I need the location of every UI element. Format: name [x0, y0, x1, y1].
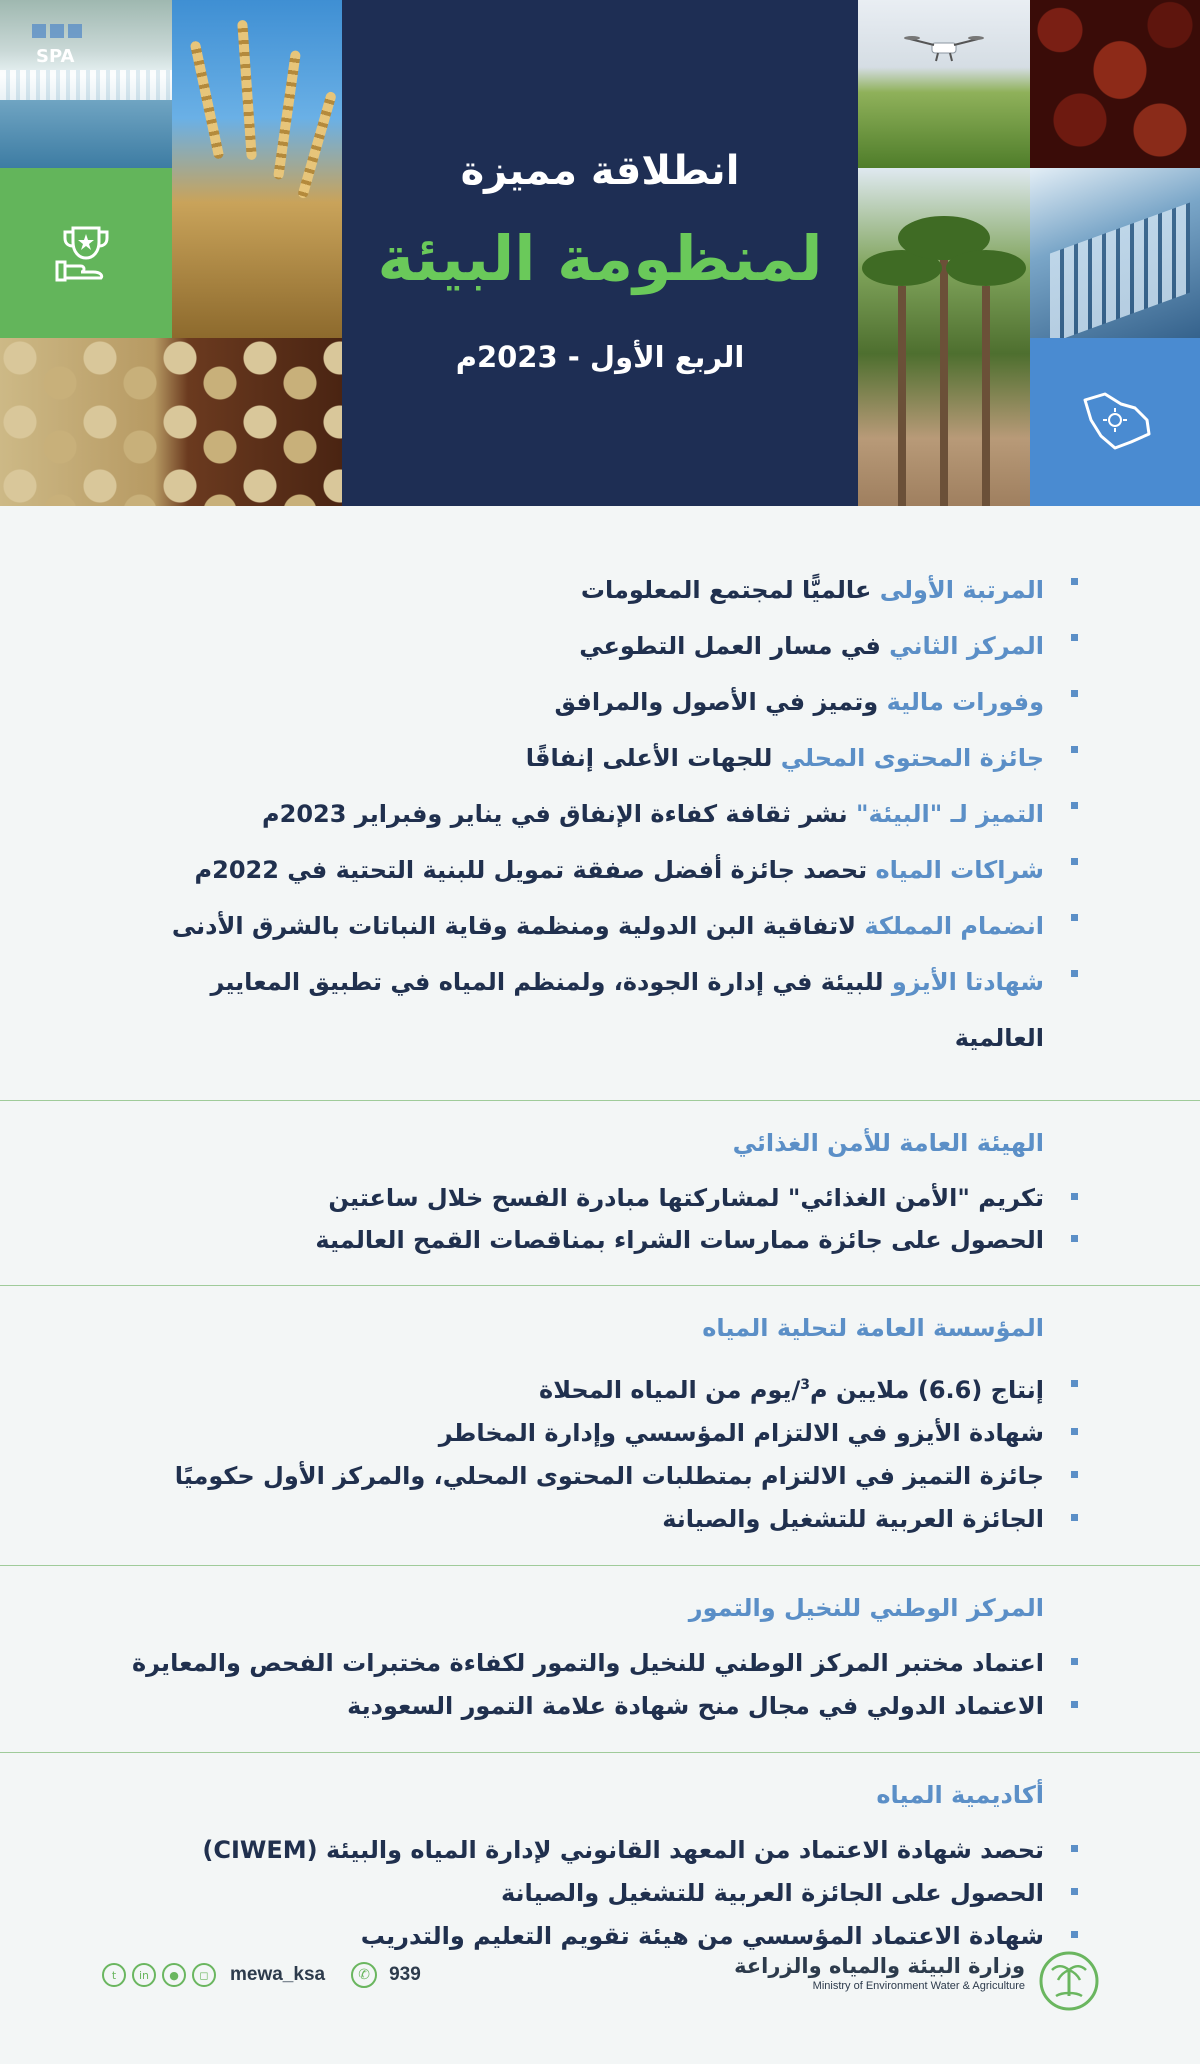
- linkedin-icon[interactable]: in: [132, 1963, 156, 1987]
- list-item: الجائزة العربية للتشغيل والصيانة: [120, 1498, 1044, 1541]
- social-handle[interactable]: mewa_ksa: [230, 1964, 326, 1985]
- contacts: [102, 1962, 421, 1988]
- spa-logo: [28, 20, 98, 70]
- svg-text:SPA: SPA: [36, 46, 75, 67]
- twitter-icon[interactable]: t: [102, 1963, 126, 1987]
- palm-grove-photo: [858, 168, 1030, 506]
- list-item: جائزة المحتوى المحلي للجهات الأعلى إنفاقًا: [120, 730, 1044, 786]
- keyboard-photo: [1030, 168, 1200, 338]
- footer: [0, 1940, 1200, 2020]
- header-subtitle: لمنظومة البيئة: [377, 222, 823, 295]
- list-item: الحصول على جائزة ممارسات الشراء بمناقصات القمح العالمية: [120, 1219, 1044, 1261]
- list-item: انضمام المملكة لاتفاقية البن الدولية ومنظمة وقاية النباتات بالشرق الأدنى: [120, 898, 1044, 954]
- list-item: المرتبة الأولى عالميًّا لمجتمع المعلومات: [120, 562, 1044, 618]
- saudi-map-icon: [1075, 390, 1155, 454]
- ministry-emblem-icon: [1038, 1950, 1100, 2012]
- drone-field-photo: [858, 0, 1030, 168]
- list-item: الاعتماد الدولي في مجال منح شهادة علامة التمور السعودية: [120, 1685, 1044, 1728]
- ksa-map-tile: [1030, 338, 1200, 506]
- list-item: شهادة الأيزو في الالتزام المؤسسي وإدارة المخاطر: [120, 1412, 1044, 1455]
- desalination-section: [0, 1286, 1200, 1565]
- content: [0, 506, 1200, 1982]
- coffee-beans-photo: [0, 338, 342, 506]
- ministry-achievements-section: [0, 506, 1200, 1100]
- list-item: وفورات مالية وتميز في الأصول والمرافق: [120, 674, 1044, 730]
- wheat-photo: [172, 0, 342, 338]
- phone-number[interactable]: 939: [389, 1964, 421, 1985]
- list-item: إنتاج (6.6) ملايين م$^3$/يوم من المياه المحلاة: [120, 1364, 1044, 1412]
- list-item: المركز الثاني في مسار العمل التطوعي: [120, 618, 1044, 674]
- section-heading: المركز الوطني للنخيل والتمور: [688, 1594, 1044, 1622]
- list-item: اعتماد مختبر المركز الوطني للنخيل والتمور لكفاءة مختبرات الفحص والمعايرة: [120, 1642, 1044, 1685]
- trophy-tile: [0, 168, 172, 338]
- section-heading: المؤسسة العامة لتحلية المياه: [702, 1314, 1044, 1342]
- phone-icon: ✆: [351, 1962, 377, 1988]
- list-item: التميز لـ "البيئة" نشر ثقافة كفاءة الإنفاق في يناير وفبراير 2023م: [120, 786, 1044, 842]
- header-collage: [0, 0, 1200, 506]
- trophy-hand-icon: [51, 218, 121, 288]
- list-item: شهادة الاعتماد المؤسسي من هيئة تقويم التعليم والتدريب: [120, 1915, 1044, 1958]
- water-dam-photo: [0, 0, 172, 168]
- list-item: شراكات المياه تحصد جائزة أفضل صفقة تمويل للبنية التحتية في 2022م: [120, 842, 1044, 898]
- ministry-name-ar: وزارة البيئة والمياه والزراعة: [734, 1954, 1025, 1978]
- list-item: تكريم "الأمن الغذائي" لمشاركتها مبادرة الفسح خلال ساعتين: [120, 1177, 1044, 1219]
- section-heading: الهيئة العامة للأمن الغذائي: [732, 1129, 1044, 1157]
- list-item: الحصول على الجائزة العربية للتشغيل والصيانة: [120, 1872, 1044, 1915]
- food-security-section: [0, 1101, 1200, 1285]
- section-heading: أكاديمية المياه: [876, 1781, 1044, 1809]
- dates-photo: [1030, 0, 1200, 168]
- ministry-name-en: Ministry of Environment Water & Agriculture: [812, 1980, 1025, 1992]
- header-title: انطلاقة مميزة: [460, 148, 740, 194]
- palms-section: [0, 1566, 1200, 1752]
- snapchat-icon[interactable]: ●: [162, 1963, 186, 1987]
- list-item: جائزة التميز في الالتزام بمتطلبات المحتوى المحلي، والمركز الأول حكوميًا: [120, 1455, 1044, 1498]
- ministry-name: [734, 1952, 1025, 1992]
- list-item: تحصد شهادة الاعتماد من المعهد القانوني لإدارة المياه والبيئة (CIWEM): [120, 1829, 1044, 1872]
- header-period: الربع الأول - 2023م: [455, 340, 745, 374]
- instagram-icon[interactable]: ◻: [192, 1963, 216, 1987]
- drone-icon: [904, 33, 984, 63]
- list-item: شهادتا الأيزو للبيئة في إدارة الجودة، ولمنظم المياه في تطبيق المعايير العالمية: [120, 954, 1044, 1066]
